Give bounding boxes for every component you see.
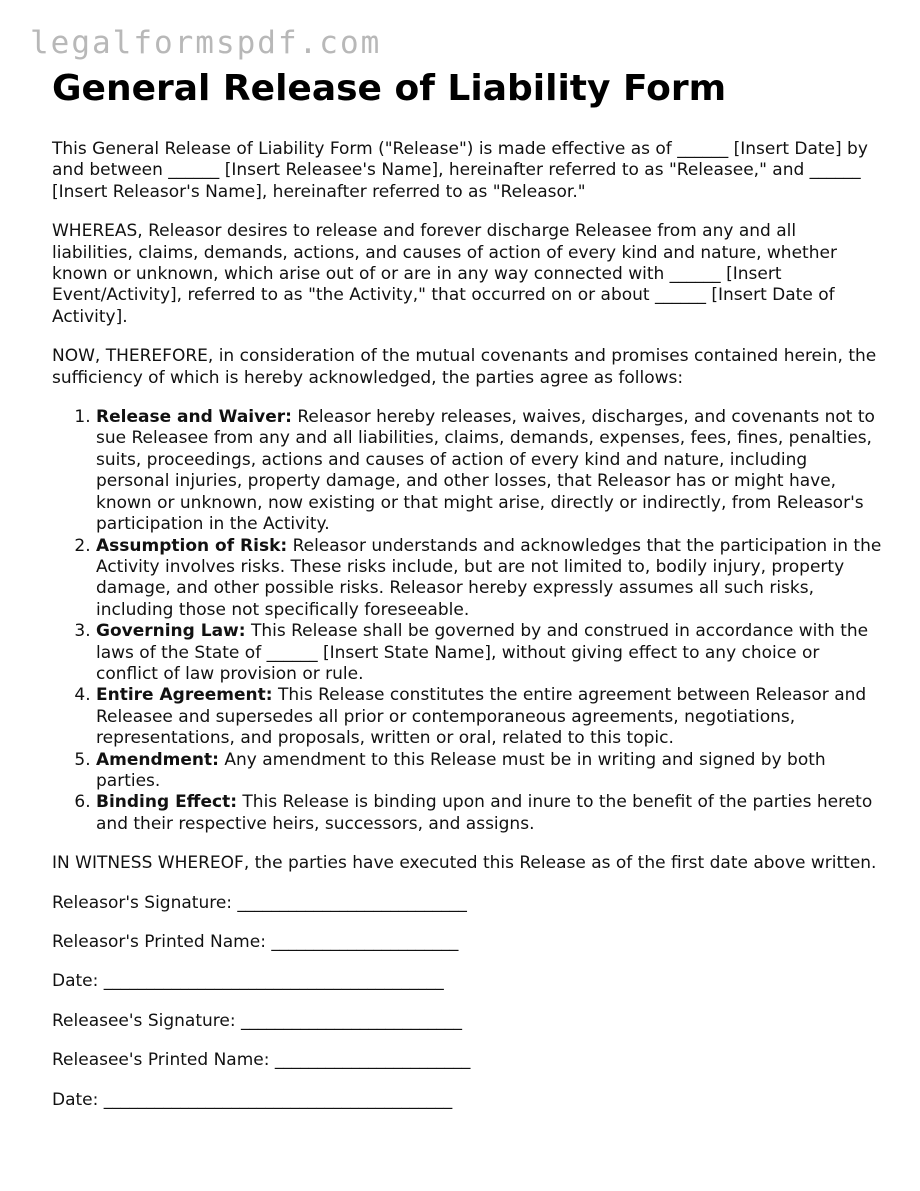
clause-item [96,685,882,749]
document-page [52,67,882,1129]
clause-term: Assumption of Risk: [96,535,288,556]
clauses-list [52,407,882,835]
clause-text: This Release constitutes the entire agreement between Releasor and Releasee and supersedes all prior or contemporaneous agreements, negotiations, representations, and proposals, written or oral, related to this topic. [96,685,867,749]
clause-item [96,407,882,535]
clause-item [96,536,882,622]
clause-term: Entire Agreement: [96,685,273,706]
therefore-paragraph: NOW, THEREFORE, in consideration of the mutual covenants and promises contained herein, the sufficiency of which is hereby acknowledged, the parties agree as follows: [52,346,877,388]
clause-text: This Release is binding upon and inure to the benefit of the parties hereto and their respective heirs, successors, and assigns. [96,792,873,834]
releasor-date-line: Date: ________________________________________ [52,971,444,992]
releasee-printed-name-line: Releasee's Printed Name: _______________________ [52,1050,471,1071]
clause-item [96,621,882,685]
clause-item [96,750,882,793]
clause-term: Release and Waiver: [96,407,292,428]
releasor-signature-line: Releasor's Signature: ___________________________ [52,892,467,913]
clause-text: Releasor understands and acknowledges that the participation in the Activity involves risks. These risks include, but are not limited to, bodily injury, property damage, and other possible risks. Releasor hereby expressly assumes all such risks, including those not specifically foreseeable. [96,535,882,620]
clause-term: Governing Law: [96,621,246,642]
clause-item [96,792,882,835]
clause-text: This Release shall be governed by and construed in accordance with the laws of the State of ______ [Insert State Name], without giving effect to any choice or conflict of law provision or rule. [96,621,869,684]
clause-term: Amendment: [96,749,219,770]
clause-term: Binding Effect: [96,792,237,813]
releasee-date-line: Date: _________________________________________ [52,1089,453,1110]
clause-text: Any amendment to this Release must be in writing and signed by both parties. [96,749,826,791]
intro-paragraph: This General Release of Liability Form ("Release") is made effective as of ______ [Insert Date] by and between ______ [Insert Releasee's Name], hereinafter referred to as "Releasee," and ______ [Insert Releasor's Name], hereinafter referred to as "Releasor." [52,139,868,202]
releasee-signature-line: Releasee's Signature: __________________________ [52,1010,462,1031]
document-title: General Release of Liability Form [52,68,727,109]
whereas-paragraph: WHEREAS, Releasor desires to release and forever discharge Releasee from any and all liabilities, claims, demands, actions, and causes of action of every kind and nature, whether known or unknown, which arise out of or are in any way connected with ______ [Insert Event/Activity], referred to as "the Activity," that occurred on or about ______ [Insert Date of Activity]. [52,221,837,327]
witness-paragraph: IN WITNESS WHEREOF, the parties have executed this Release as of the first date above written. [52,853,877,874]
watermark: legalformspdf.com [30,25,382,61]
releasor-printed-name-line: Releasor's Printed Name: ______________________ [52,932,459,952]
clause-text: Releasor hereby releases, waives, discharges, and covenants not to sue Releasee from any and all liabilities, claims, demands, expenses, fees, fines, penalties, suits, proceedings, actions and causes of action of every kind and nature, including personal injuries, property damage, and other losses, that Releasor has or might have, known or unknown, now existing or that might arise, directly or indirectly, from Releasor's participation in the Activity. [96,407,875,535]
